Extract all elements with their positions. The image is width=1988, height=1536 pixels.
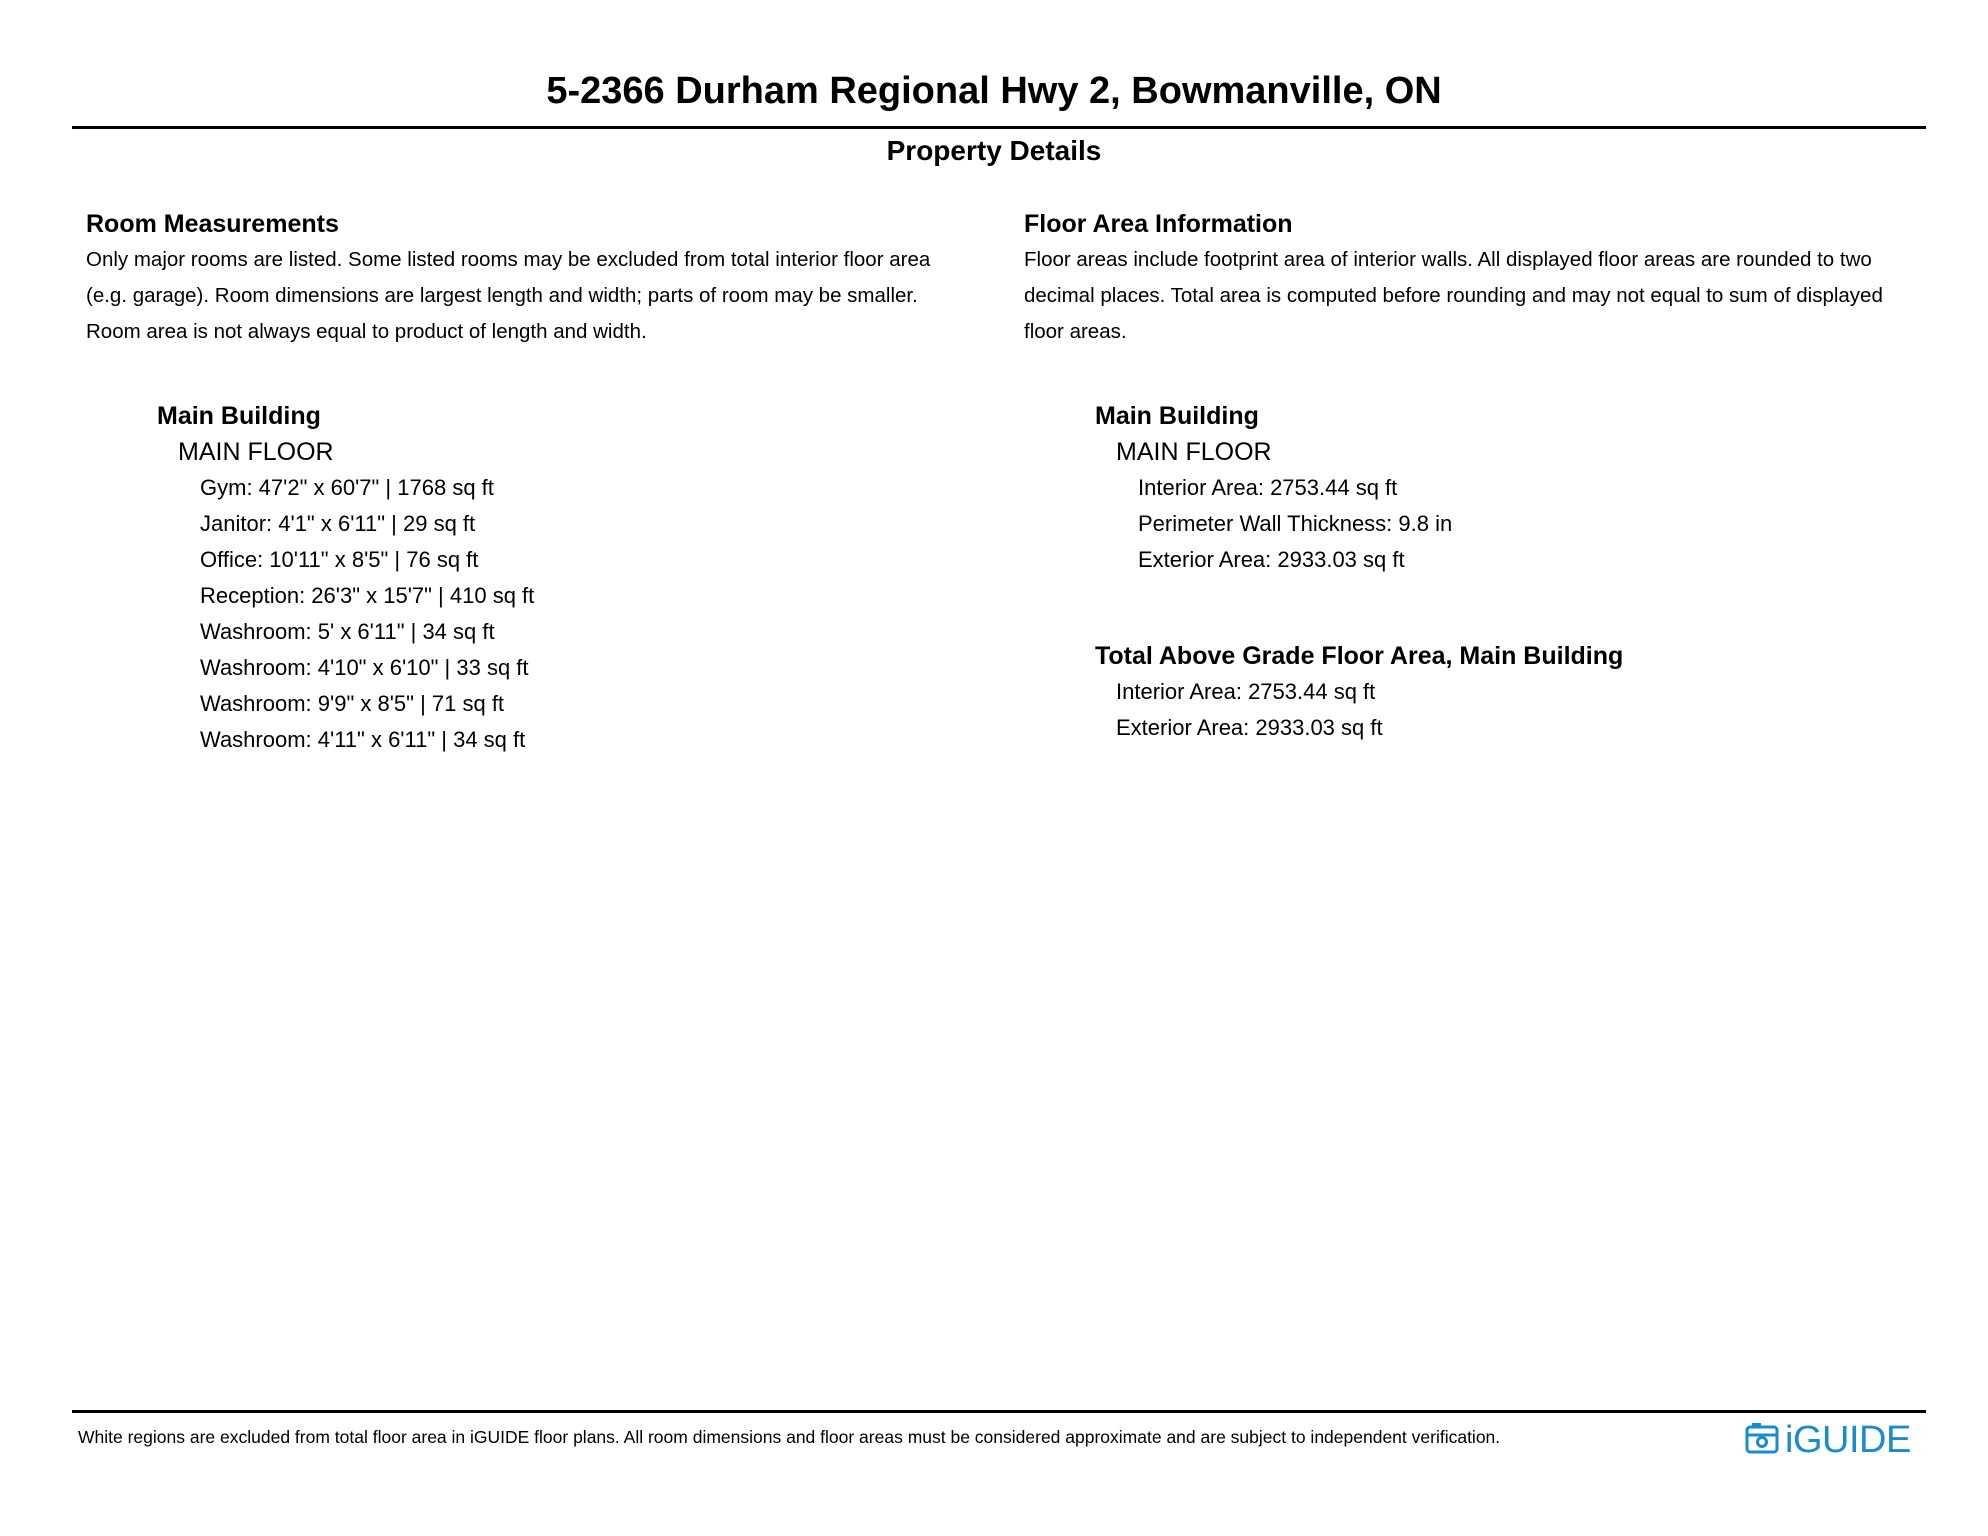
camera-icon (1745, 1422, 1779, 1459)
building-heading: Main Building (157, 402, 321, 430)
room-item: Janitor: 4'1" x 6'11" | 29 sq ft (200, 511, 476, 536)
floor-area-description (1024, 242, 1944, 350)
footer-divider (72, 1410, 1926, 1413)
description-line: floor areas. (1024, 320, 1127, 343)
iguide-logo (1745, 1420, 1911, 1460)
property-address: 5-2366 Durham Regional Hwy 2, Bowmanville, ON (546, 70, 1442, 112)
area-item: Perimeter Wall Thickness: 9.8 in (1138, 511, 1453, 536)
floor-heading: MAIN FLOOR (178, 438, 334, 466)
description-line: decimal places. Total area is computed before rounding and may not equal to sum of displayed (1024, 284, 1883, 307)
description-line: Room area is not always equal to product of length and width. (86, 320, 647, 343)
description-line: Only major rooms are listed. Some listed rooms may be excluded from total interior floor area (86, 248, 931, 271)
description-line: Floor areas include footprint area of interior walls. All displayed floor areas are rounded to two (1024, 248, 1872, 271)
room-item: Washroom: 4'11" x 6'11" | 34 sq ft (200, 727, 526, 752)
floor-area-title: Floor Area Information (1024, 210, 1293, 238)
area-item: Exterior Area: 2933.03 sq ft (1138, 547, 1405, 572)
floor-area-section (1024, 206, 1944, 746)
room-measurements-title: Room Measurements (86, 210, 339, 238)
total-area-heading: Total Above Grade Floor Area, Main Building (1095, 642, 1624, 670)
floor-heading: MAIN FLOOR (1116, 438, 1272, 466)
room-item: Washroom: 5' x 6'11" | 34 sq ft (200, 619, 495, 644)
header-divider (72, 126, 1926, 129)
room-item: Reception: 26'3" x 15'7" | 410 sq ft (200, 583, 535, 608)
room-measurements-description (86, 242, 986, 350)
room-item: Gym: 47'2" x 60'7" | 1768 sq ft (200, 475, 494, 500)
logo-text: iGUIDE (1785, 1419, 1911, 1461)
description-line: (e.g. garage). Room dimensions are largest length and width; parts of room may be smaller. (86, 284, 918, 307)
room-item: Washroom: 9'9" x 8'5" | 71 sq ft (200, 691, 505, 716)
building-heading: Main Building (1095, 402, 1259, 430)
page-subtitle: Property Details (886, 135, 1102, 166)
area-item: Interior Area: 2753.44 sq ft (1138, 475, 1398, 500)
total-area-item: Interior Area: 2753.44 sq ft (1116, 679, 1376, 704)
footer-disclaimer: White regions are excluded from total floor area in iGUIDE floor plans. All room dimensions and floor areas must be considered approximate and are subject to independent verification. (78, 1427, 1501, 1447)
room-measurements-section (86, 206, 986, 758)
room-item: Office: 10'11" x 8'5" | 76 sq ft (200, 547, 479, 572)
total-area-item: Exterior Area: 2933.03 sq ft (1116, 715, 1383, 740)
room-item: Washroom: 4'10" x 6'10" | 33 sq ft (200, 655, 529, 680)
